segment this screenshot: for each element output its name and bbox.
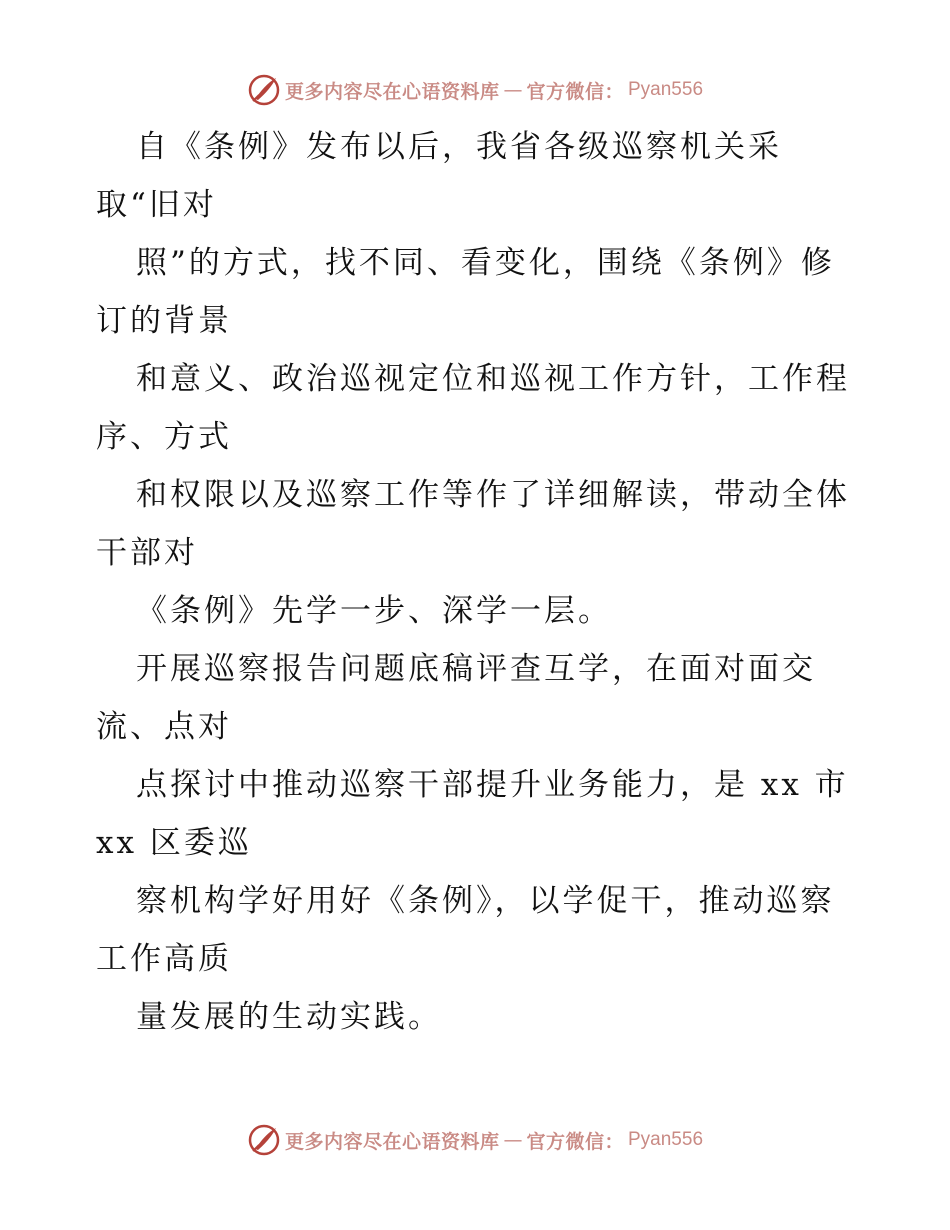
- watermark-id: Pyan556: [628, 79, 704, 100]
- text-line: 《条例》先学一步、深学一层。: [136, 593, 612, 629]
- text-line: 流、点对: [96, 709, 232, 745]
- watermark-id: Pyan556: [628, 1129, 704, 1150]
- text-line: 取“旧对: [96, 187, 217, 223]
- text-line: 点探讨中推动巡察干部提升业务能力，是 xx 市: [136, 767, 849, 803]
- text-line: 订的背景: [96, 303, 232, 339]
- body-text: [96, 118, 866, 1046]
- watermark-title: 更多内容尽在心语资料库: [284, 80, 500, 103]
- watermark-title: 更多内容尽在心语资料库: [284, 1130, 500, 1153]
- text-line: 和意义、政治巡视定位和巡视工作方针，工作程: [136, 361, 850, 397]
- text-line: 照”的方式，找不同、看变化，围绕《条例》修: [136, 245, 835, 281]
- text-line: 干部对: [96, 535, 198, 571]
- watermark-separator: —: [503, 79, 523, 101]
- watermark-official: 官方微信：: [526, 1130, 624, 1153]
- text-line: 开展巡察报告问题底稿评查互学，在面对面交: [136, 651, 816, 687]
- watermark-separator: —: [503, 1129, 523, 1151]
- quill-logo-icon: [247, 1123, 281, 1157]
- text-line: xx 区委巡: [96, 825, 252, 861]
- quill-logo-icon: [247, 73, 281, 107]
- footer-watermark: [0, 1120, 950, 1160]
- text-line: 和权限以及巡察工作等作了详细解读，带动全体: [136, 477, 850, 513]
- text-line: 序、方式: [96, 419, 232, 455]
- header-watermark: [0, 70, 950, 110]
- text-line: 察机构学好用好《条例》，以学促干，推动巡察: [136, 883, 835, 919]
- text-line: 量发展的生动实践。: [136, 999, 442, 1035]
- text-line: 自《条例》发布以后，我省各级巡察机关采: [136, 129, 782, 165]
- text-line: 工作高质: [96, 941, 232, 977]
- watermark-official: 官方微信：: [526, 80, 624, 103]
